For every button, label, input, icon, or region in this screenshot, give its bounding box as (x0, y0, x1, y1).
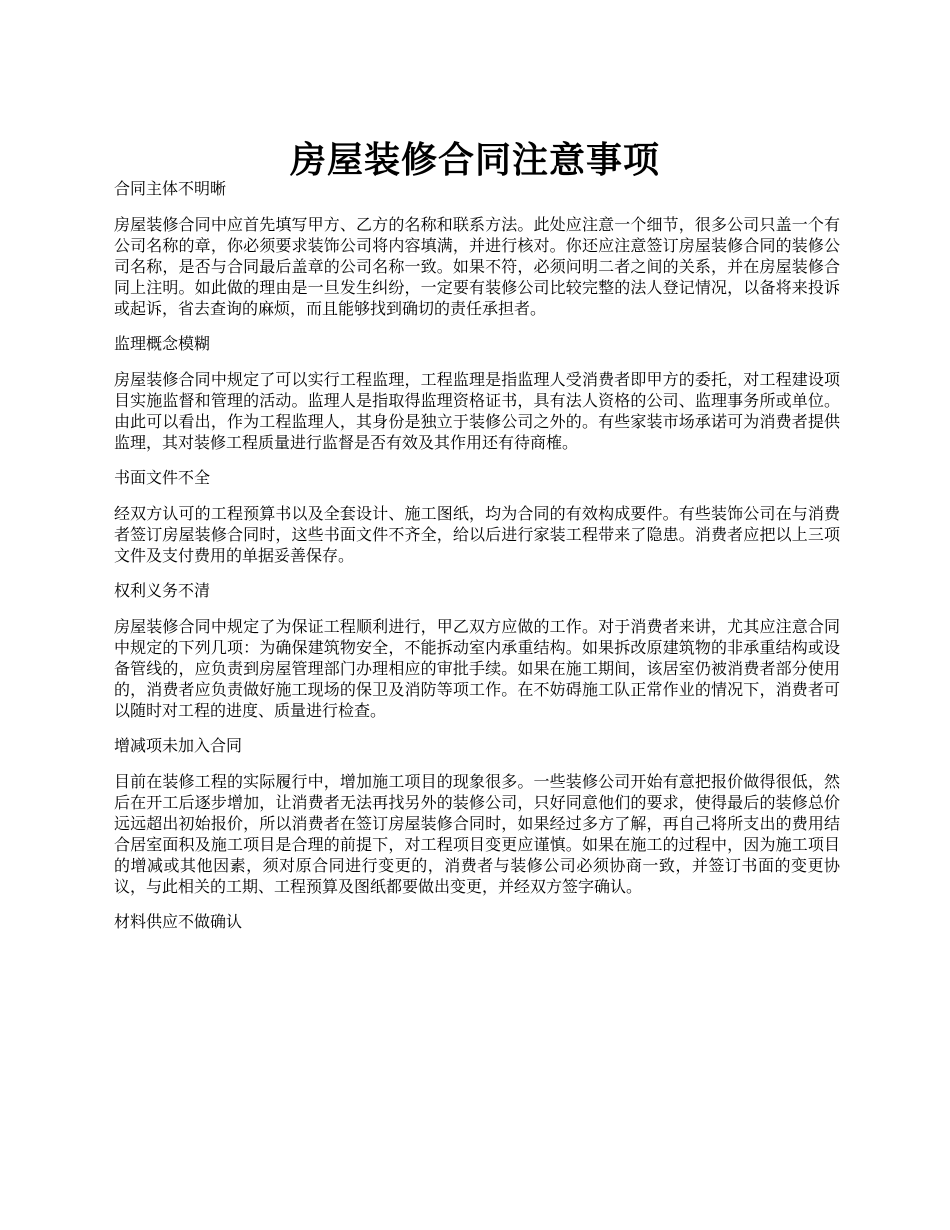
section-body-supervision: 房屋装修合同中规定了可以实行工程监理，工程监理是指监理人受消费者即甲方的委托，对工程建设项目实施监督和管理的活动。监理人是指取得监理资格证书，具有法人资格的公司、监理事务所或单位。由此可以看出，作为工程监理人，其身份是独立于装修公司之外的。有些家装市场承诺可为消费者提供监理，其对装修工程质量进行监督是否有效及其作用还有待商榷。 (114, 370, 840, 452)
section-heading-rights-obligations: 权利义务不清 (114, 581, 211, 600)
section-body-contract-subject: 房屋装修合同中应首先填写甲方、乙方的名称和联系方法。此处应注意一个细节，很多公司只盖一个有公司名称的章，你必须要求装饰公司将内容填满，并进行核对。你还应注意签订房屋装修合同的装修公司名称，是否与合同最后盖章的公司名称一致。如果不符，必须问明二者之间的关系，并在房屋装修合同上注明。如此做的理由是一旦发生纠纷，一定要有装修公司比较完整的法人登记情况，以备将来投诉或起诉，省去查询的麻烦，而且能够找到确切的责任承担者。 (114, 215, 840, 318)
document-body (114, 178, 840, 947)
section-heading-documents: 书面文件不全 (114, 468, 211, 487)
section-body-documents: 经双方认可的工程预算书以及全套设计、施工图纸，均为合同的有效构成要件。有些装饰公司在与消费者签订房屋装修合同时，这些书面文件不齐全，给以后进行家装工程带来了隐患。消费者应把以上三项文件及支付费用的单据妥善保存。 (114, 504, 840, 565)
section-heading-contract-subject: 合同主体不明晰 (114, 179, 227, 198)
section-body-additions: 目前在装修工程的实际履行中，增加施工项目的现象很多。一些装修公司开始有意把报价做得很低，然后在开工后逐步增加，让消费者无法再找另外的装修公司，只好同意他们的要求，使得最后的装修总价远远超出初始报价，所以消费者在签订房屋装修合同时，如果经过多方了解，再自己将所支出的费用结合居室面积及施工项目是合理的前提下，对工程项目变更应谨慎。如果在施工的过程中，因为施工项目的增减或其他因素，须对原合同进行变更的，消费者与装修公司必须协商一致，并签订书面的变更协议，与此相关的工期、工程预算及图纸都要做出变更，并经双方签字确认。 (114, 772, 840, 896)
section-heading-materials: 材料供应不做确认 (114, 912, 243, 931)
section-body-rights-obligations: 房屋装修合同中规定了为保证工程顺利进行，甲乙双方应做的工作。对于消费者来讲，尤其应注意合同中规定的下列几项：为确保建筑物安全，不能拆动室内承重结构。如果拆改原建筑物的非承重结构或设备管线的，应负责到房屋管理部门办理相应的审批手续。如果在施工期间，该居室仍被消费者部分使用的，消费者应负责做好施工现场的保卫及消防等项工作。在不妨碍施工队正常作业的情况下，消费者可以随时对工程的进度、质量进行检查。 (114, 617, 840, 720)
section-heading-additions: 增减项未加入合同 (114, 736, 243, 755)
document-title: 房屋装修合同注意事项 (289, 139, 660, 182)
section-heading-supervision: 监理概念模糊 (114, 334, 211, 353)
